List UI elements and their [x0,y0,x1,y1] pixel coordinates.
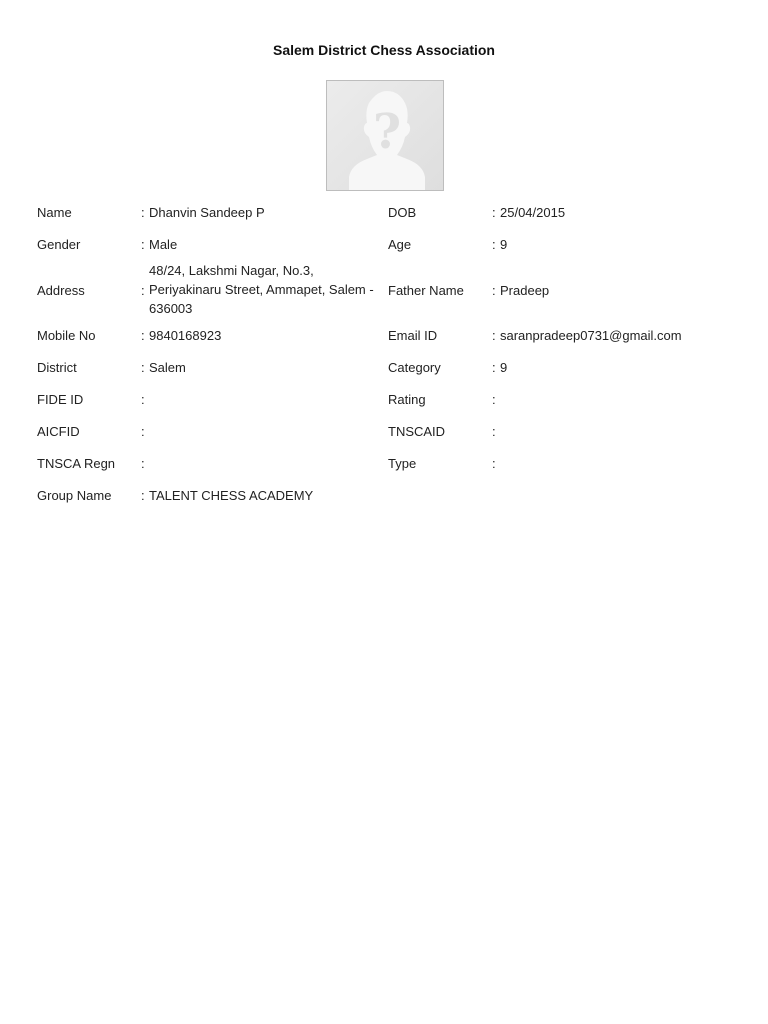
details-row [34,480,734,512]
separator: : [141,456,145,471]
details-row [34,384,734,416]
district-label: District [37,360,77,375]
rating-label: Rating [388,392,426,407]
tnscaid-value [500,416,734,448]
group-name-label: Group Name [37,488,112,503]
separator: : [492,205,496,220]
father-name-label: Father Name [388,282,464,298]
gender-value: Male [149,237,178,252]
separator: : [492,424,496,439]
type-value [500,448,734,480]
type-label: Type [388,456,417,471]
aicfid-value [149,416,388,448]
father-name-value: Pradeep [500,282,550,298]
tnsca-regn-value [149,448,388,480]
profile-photo [326,80,444,191]
separator: : [141,205,145,220]
separator: : [141,392,145,407]
separator: : [141,237,145,252]
age-label: Age [388,237,412,252]
separator: : [492,392,496,407]
district-value: Salem [149,360,186,375]
name-label: Name [37,205,72,220]
player-details-table [34,197,734,512]
email-value: saranpradeep0731@gmail.com [500,328,682,343]
separator: : [492,360,496,375]
tnscaid-label: TNSCAID [388,424,446,439]
details-row [34,416,734,448]
separator: : [492,328,496,343]
separator: : [141,282,145,298]
details-row [34,229,734,261]
details-row [34,448,734,480]
mobile-value: 9840168923 [149,328,222,343]
separator: : [141,328,145,343]
separator: : [141,360,145,375]
separator: : [492,456,496,471]
address-label: Address [37,282,85,298]
details-row [34,352,734,384]
separator: : [141,424,145,439]
svg-text:?: ? [372,104,402,160]
details-row [34,261,734,320]
aicfid-label: AICFID [37,424,80,439]
address-value: 48/24, Lakshmi Nagar, No.3, Periyakinaru Street, Ammapet, Salem - 636003 [149,263,374,316]
rating-value [500,384,734,416]
details-row [34,197,734,229]
tnsca-regn-label: TNSCA Regn [37,456,116,471]
details-row [34,320,734,352]
category-value: 9 [500,360,508,375]
separator: : [492,282,496,298]
dob-label: DOB [388,205,417,220]
age-value: 9 [500,237,508,252]
fide-id-label: FIDE ID [37,392,84,407]
separator: : [141,488,145,503]
gender-label: Gender [37,237,81,252]
separator: : [492,237,496,252]
unknown-person-icon [327,81,443,190]
name-value: Dhanvin Sandeep P [149,205,265,220]
fide-id-value [149,384,388,416]
dob-value: 25/04/2015 [500,205,566,220]
group-name-value: TALENT CHESS ACADEMY [149,488,314,503]
category-label: Category [388,360,441,375]
email-label: Email ID [388,328,438,343]
page-title: Salem District Chess Association [272,42,495,58]
mobile-label: Mobile No [37,328,96,343]
